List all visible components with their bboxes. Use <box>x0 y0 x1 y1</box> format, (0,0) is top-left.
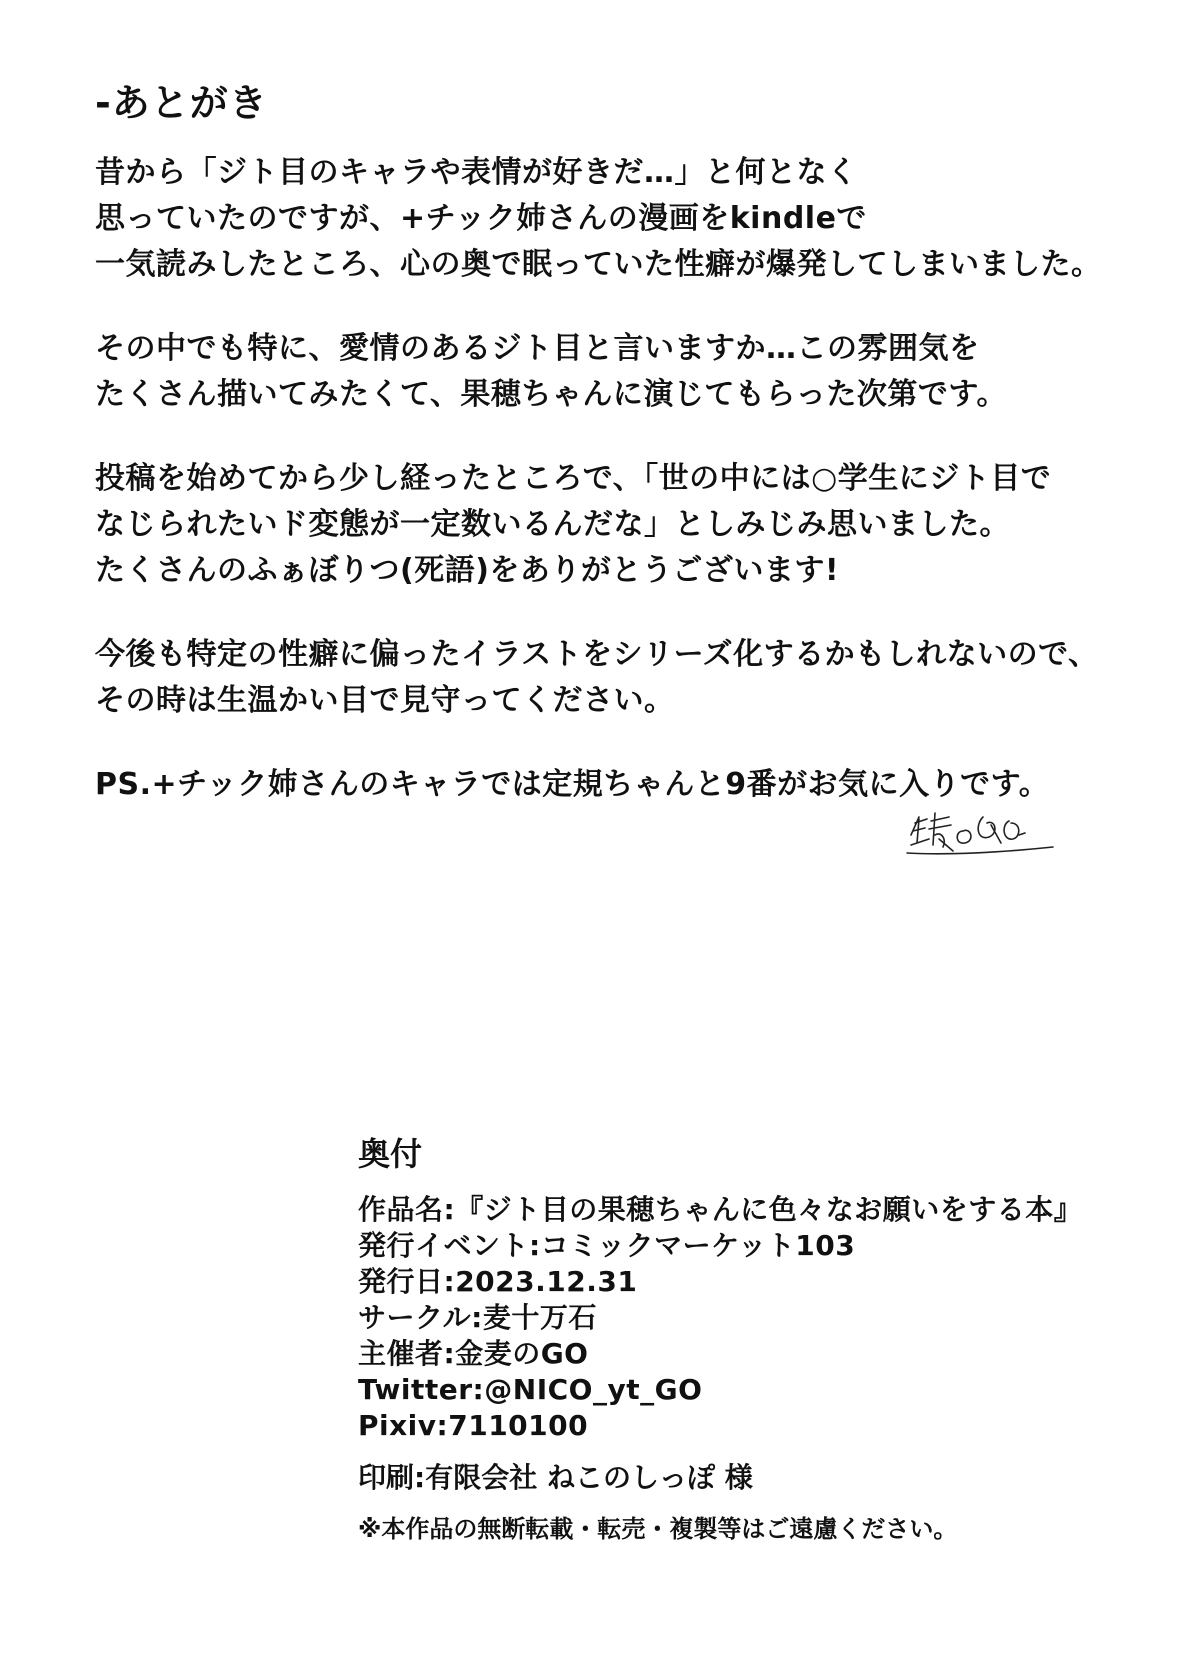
afterword-line: その時は生温かい目で見守ってください。 <box>95 683 675 718</box>
colophon-printer: 印刷:有限会社 ねこのしっぽ 様 <box>358 1461 753 1494</box>
afterword-line: 投稿を始めてから少し経ったところで、「世の中には○学生にジト目で <box>95 461 1052 496</box>
colophon-section <box>358 1130 1178 1546</box>
colophon-twitter: Twitter:@NICO_yt_GO <box>358 1373 703 1406</box>
colophon-date: 発行日:2023.12.31 <box>358 1265 638 1298</box>
afterword-title: -あとがき <box>95 81 268 125</box>
afterword-line: 一気読みしたところ、心の奥で眠っていた性癖が爆発してしまいました。 <box>95 247 1102 282</box>
afterword-paragraph <box>95 326 1155 418</box>
colophon-title-of-work: 作品名:『ジト目の果穂ちゃんに色々なお願いをする本』 <box>358 1193 1083 1226</box>
afterword-paragraph <box>95 456 1155 594</box>
afterword-line: 思っていたのですが、+チック姉さんの漫画をkindleで <box>95 201 867 236</box>
handwritten-signature <box>905 795 1055 865</box>
afterword-paragraph <box>95 150 1155 288</box>
afterword-line: PS.+チック姉さんのキャラでは定規ちゃんと9番がお気に入りです。 <box>95 767 1050 802</box>
afterword-line: 昔から「ジト目のキャラや表情が好きだ…」と何となく <box>95 155 858 190</box>
colophon-organizer: 主催者:金麦のGO <box>358 1337 589 1370</box>
afterword-line: その中でも特に、愛情のあるジト目と言いますか…この雰囲気を <box>95 331 980 366</box>
colophon-circle: サークル:麦十万石 <box>358 1301 597 1334</box>
afterword-paragraph <box>95 632 1155 724</box>
colophon-notice: ※本作品の無断転載・転売・複製等はご遠慮ください。 <box>358 1515 958 1543</box>
colophon-pixiv: Pixiv:7110100 <box>358 1409 589 1442</box>
colophon-title: 奥付 <box>358 1135 423 1173</box>
afterword-line: なじられたいド変態が一定数いるんだな」としみじみ思いました。 <box>95 507 1010 542</box>
colophon-event: 発行イベント:コミックマーケット103 <box>358 1229 856 1262</box>
afterword-line: たくさんのふぁぼりつ(死語)をありがとうございます! <box>95 553 840 588</box>
afterword-section <box>95 78 1155 846</box>
afterword-line: 今後も特定の性癖に偏ったイラストをシリーズ化するかもしれないので、 <box>95 637 1099 672</box>
afterword-line: たくさん描いてみたくて、果穂ちゃんに演じてもらった次第です。 <box>95 377 1007 412</box>
